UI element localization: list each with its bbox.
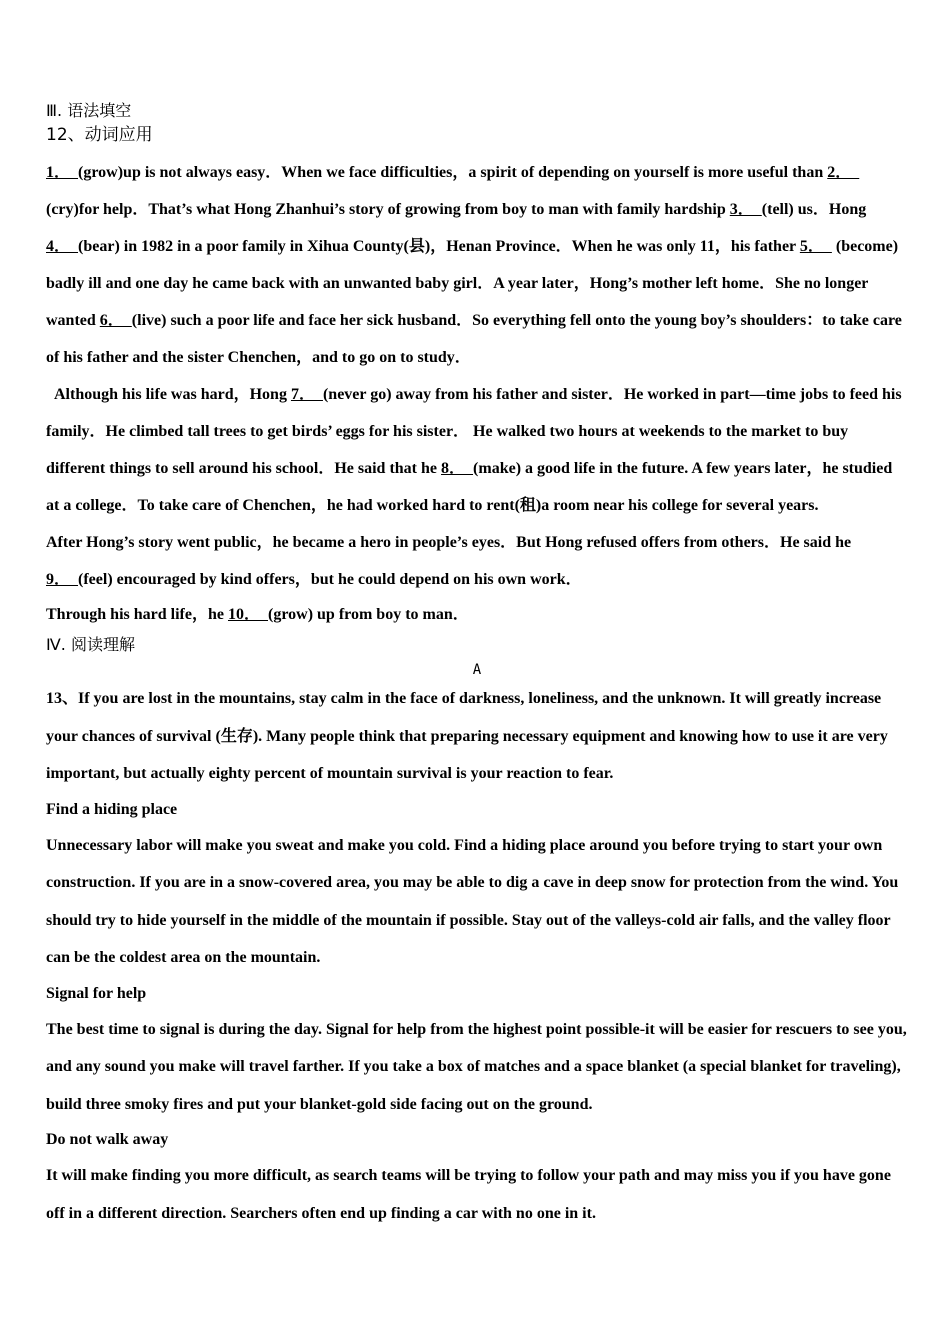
answer-blank: 10． — [227, 606, 268, 623]
subheading-signal-for-help: Signal for help — [46, 984, 147, 1002]
passage-text: (bear) in 1982 in a poor family in Xihua County(县)，Henan Province．When he was only 11，his father — [78, 238, 800, 255]
section-4-heading: Ⅳ. 阅读理解 — [46, 635, 135, 654]
paragraph-walk-away: It will make finding you more difficult, as search teams will be trying to follow your path and may miss you if you have gone off in a different direction. Searchers often end up finding a car with no one in it. — [46, 1167, 891, 1222]
answer-blank: 4． — [46, 238, 79, 255]
passage-text: (grow) up from boy to man． — [268, 606, 469, 623]
passage-text: (never go) away from his father and sister．He worked in part—time jobs to feed his family．He climbed tall trees to get birds’ eggs for his sister． He walked two hours at weekends to the market to buy different things to sell around his school．He said that he — [46, 386, 902, 477]
answer-blank: 3． — [729, 201, 762, 218]
question-13-intro: 13、If you are lost in the mountains, stay calm in the face of darkness, loneliness, and the unknown. It will greatly increase your chances of survival (生存). Many people think that preparing necessary equipment and knowing how to use it are very important, but actually eighty percent of mountain survival is your reaction to fear. — [46, 690, 888, 782]
passage-text: After Hong’s story went public，he became a hero in people’s eyes．But Hong refused offers from others．He said he — [46, 534, 852, 551]
passage12-paragraph-2 — [46, 376, 908, 524]
passage-text: Through his hard life，he — [46, 606, 228, 623]
passage-text: Although his life was hard，Hong — [54, 386, 291, 403]
passage-text: (cry)for help．That’s what Hong Zhanhui’s story of growing from boy to man with family hardship — [46, 201, 730, 218]
passage12-paragraph-3 — [46, 524, 908, 598]
answer-blank: 1． — [46, 164, 79, 181]
passage-text: (make) a good life in the future. A few years later，he studied at a college．To take care of Chenchen，he had worked hard to rent(租)a room near his college for several years. — [46, 460, 893, 514]
answer-blank: 9． — [46, 571, 79, 588]
passage-text: (feel) encouraged by kind offers，but he could depend on his own work． — [78, 571, 582, 588]
question-12-title: 12、动词应用 — [46, 125, 153, 145]
passage-text: (grow)up is not always easy．When we face difficulties，a spirit of depending on yourself is more useful than — [78, 164, 828, 181]
passage-label: A — [472, 662, 482, 678]
answer-blank: 8． — [441, 460, 474, 477]
subheading-find-hiding-place: Find a hiding place — [46, 800, 178, 818]
answer-blank: 5． — [799, 238, 832, 255]
section-3-heading: Ⅲ. 语法填空 — [46, 101, 132, 120]
passage12-paragraph-4 — [46, 598, 908, 632]
passage-text: (tell) us．Hong — [761, 201, 867, 218]
answer-blank: 6． — [99, 312, 132, 329]
document-page — [46, 100, 908, 1232]
answer-blank: 2． — [827, 164, 860, 181]
passage-text: (live) such a poor life and face her sick husband．So everything fell onto the young boy’s shoulders：to take care of his father and the sister Chenchen，and to go on to study． — [46, 312, 902, 366]
paragraph-hiding-place: Unnecessary labor will make you sweat and make you cold. Find a hiding place around you before trying to start your own construction. If you are in a snow-covered area, you may be able to dig a cave in deep snow for protection from the wind. You should try to hide yourself in the middle of the mountain if possible. Stay out of the valleys-cold air falls, and the valley floor can be the coldest area on the mountain. — [46, 836, 899, 966]
subheading-do-not-walk-away: Do not walk away — [46, 1131, 169, 1148]
passage12-paragraph-1 — [46, 154, 908, 376]
paragraph-signal: The best time to signal is during the day. Signal for help from the highest point possible-it will be easier for rescuers to see you, and any sound you make will travel farther. If you take a box of matches and a space blanket (a special blanket for traveling), build three smoky fires and put your blanket-gold side facing out on the ground. — [46, 1020, 907, 1113]
answer-blank: 7． — [290, 386, 323, 403]
passage-text: (become) badly ill and one day he came back with an unwanted baby girl．A year later，Hong’s mother left home．She no longer wanted — [46, 238, 899, 329]
